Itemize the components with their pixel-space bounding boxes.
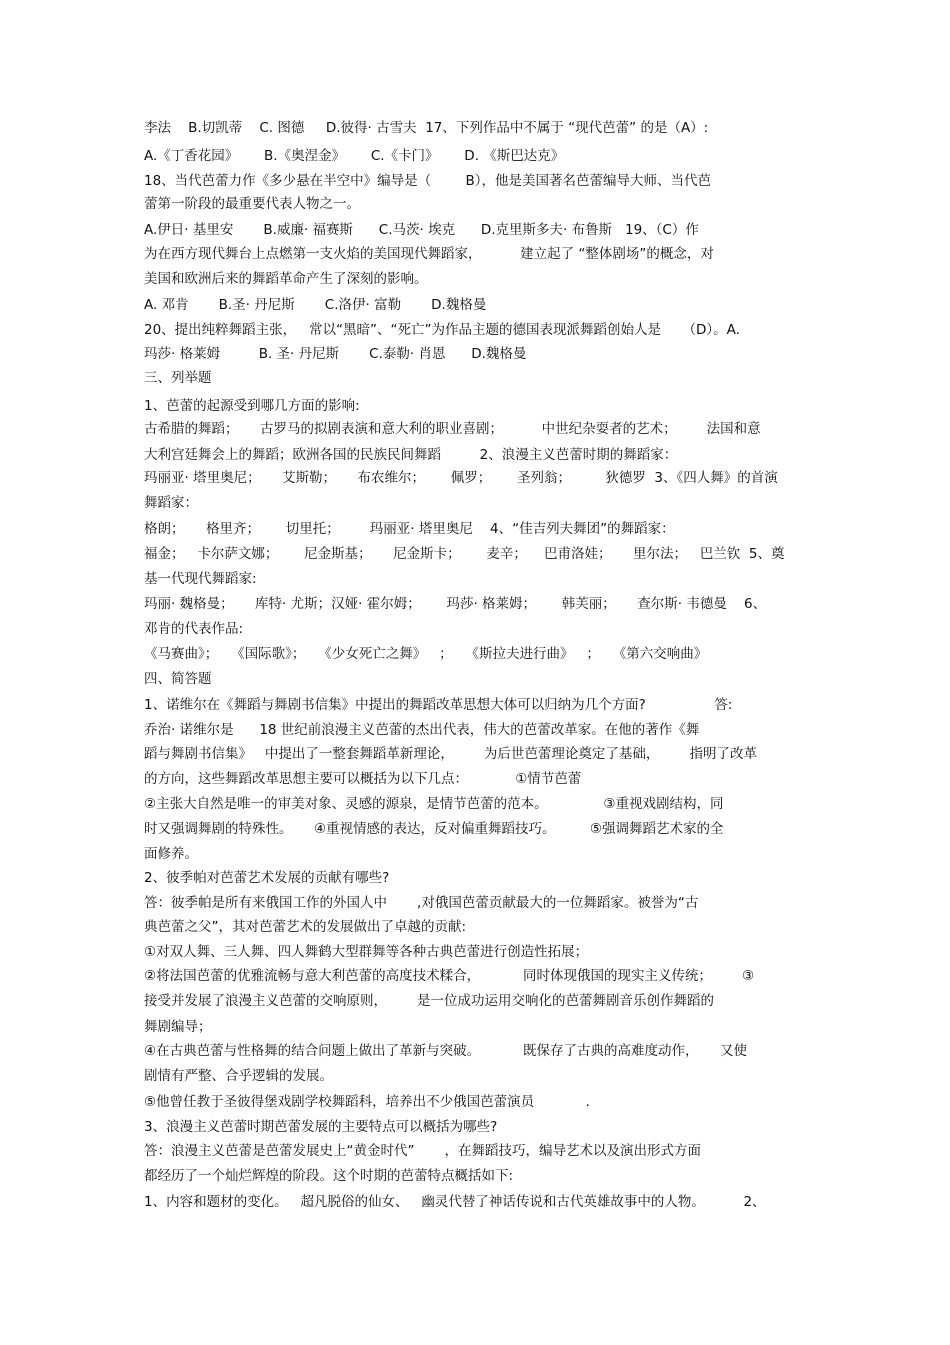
text-line: 美国和欧洲后来的舞蹈革命产生了深刻的影响。 xyxy=(144,271,428,287)
text-line: 玛莎· 格莱姆 B. 圣· 丹尼斯 C.泰勒· 肖恩 D.魏格曼 xyxy=(144,346,527,362)
text-line: 答：浪漫主义芭蕾是芭蕾发展史上“黄金时代” ，在舞蹈技巧，编导艺术以及演出形式方面 xyxy=(144,1143,702,1159)
text-line: 《马赛曲》； 《国际歌》； 《少女死亡之舞》 ； 《斯拉夫进行曲》 ； 《第六交响曲》 xyxy=(144,646,708,662)
text-line: 格朗； 格里齐； 切里托； 玛丽亚· 塔里奥尼 4、“佳吉列夫舞团”的舞蹈家： xyxy=(144,521,675,537)
text-line: A.《丁香花园》 B.《奥涅金》 C.《卡门》 D. 《斯巴达克》 xyxy=(144,148,565,164)
text-line: 古希腊的舞蹈； 古罗马的拟剧表演和意大利的职业喜剧； 中世纪杂耍者的艺术； 法国和意 xyxy=(144,421,761,437)
text-line: 舞蹈家： xyxy=(144,495,198,511)
text-line: 1、内容和题材的变化。 超凡脱俗的仙女、 幽灵代替了神话传说和古代英雄故事中的人物。 2、 xyxy=(144,1194,766,1210)
text-line: 乔治· 诺维尔是 18 世纪前浪漫主义芭蕾的杰出代表，伟大的芭蕾改革家。在他的著作《舞 xyxy=(144,722,700,738)
text-line: 典芭蕾之父”，其对芭蕾艺术的发展做出了卓越的贡献: xyxy=(144,919,467,935)
text-line: ⑤他曾任教于圣彼得堡戏剧学校舞蹈科，培养出不少俄国芭蕾演员 . xyxy=(144,1094,590,1110)
text-line: 面修养。 xyxy=(144,846,198,862)
text-line: ④在古典芭蕾与性格舞的结合问题上做出了革新与突破。 既保存了古典的高难度动作， 又使 xyxy=(144,1043,747,1059)
text-line: 玛丽· 魏格曼； 库特· 尤斯；汉娅· 霍尔姆； 玛莎· 格莱姆； 韩芙丽； 查尔斯· 韦德曼 6、 xyxy=(144,596,767,612)
text-line: 蕾第一阶段的最重要代表人物之一。 xyxy=(144,196,360,212)
text-line: 四、简答题 xyxy=(144,671,212,687)
text-line: ①对双人舞、三人舞、四人舞鹤大型群舞等各种古典芭蕾进行创造性拓展； xyxy=(144,944,589,960)
text-line: 接受并发展了浪漫主义芭蕾的交响原则， 是一位成功运用交响化的芭蕾舞剧音乐创作舞蹈的 xyxy=(144,993,715,1009)
text-line: 都经历了一个灿烂辉煌的阶段。这个时期的芭蕾特点概括如下: xyxy=(144,1168,514,1184)
text-line: 20、提出纯粹舞蹈主张， 常以“黑暗”、“死亡”为作品主题的德国表现派舞蹈创始人是 （D）。A. xyxy=(144,322,740,338)
text-line: 福金； 卡尔萨文娜； 尼金斯基； 尼金斯卡； 麦辛； 巴甫洛娃； 里尔法； 巴兰钦 5、奠 xyxy=(144,546,785,562)
text-line: 的方向，这些舞蹈改革思想主要可以概括为以下几点： ①情节芭蕾 xyxy=(144,771,582,787)
text-line: 2、彼季帕对芭蕾艺术发展的贡献有哪些? xyxy=(144,870,390,886)
text-line: 大利宫廷舞会上的舞蹈；欧洲各国的民族民间舞蹈 2、浪漫主义芭蕾时期的舞蹈家： xyxy=(144,447,678,463)
text-line: 邓肯的代表作品: xyxy=(144,621,244,637)
text-line: 时又强调舞剧的特殊性。 ④重视情感的表达，反对偏重舞蹈技巧。 ⑤强调舞蹈艺术家的全 xyxy=(144,821,724,837)
text-line: 为在西方现代舞台上点燃第一支火焰的美国现代舞蹈家， 建立起了 “整体剧场”的概念，对 xyxy=(144,246,714,262)
text-line: 李法 B.切凯蒂 C. 图德 D.彼得· 古雪夫 17、下列作品中不属于 “现代芭蕾” 的是（A）: xyxy=(144,120,709,136)
text-line: A.伊日· 基里安 B.威廉· 福赛斯 C.马茨· 埃克 D.克里斯多夫· 布鲁斯 19、（C）作 xyxy=(144,222,699,238)
text-line: A. 邓肯 B.圣· 丹尼斯 C.洛伊· 富勒 D.魏格曼 xyxy=(144,297,487,313)
text-line: 舞剧编导； xyxy=(144,1019,212,1035)
text-line: 剧情有严整、合乎逻辑的发展。 xyxy=(144,1068,333,1084)
text-line: 蹈与舞剧书信集》 中提出了一整套舞蹈革新理论， 为后世芭蕾理论奠定了基础， 指明了改革 xyxy=(144,746,757,762)
text-line: 1、诺维尔在《舞蹈与舞剧书信集》中提出的舞蹈改革思想大体可以归纳为几个方面? 答: xyxy=(144,697,733,713)
text-line: ②主张大自然是唯一的审美对象、灵感的源泉，是情节芭蕾的范本。 ③重视戏剧结构，同 xyxy=(144,796,724,812)
text-line: 答：彼季帕是所有来俄国工作的外国人中 ,对俄国芭蕾贡献最大的一位舞蹈家。被誉为“古 xyxy=(144,895,699,911)
text-line: ②将法国芭蕾的优雅流畅与意大利芭蕾的高度技术糅合， 同时体现俄国的现实主义传统； ③ xyxy=(144,968,755,984)
text-line: 1、芭蕾的起源受到哪几方面的影响: xyxy=(144,398,360,414)
text-line: 3、浪漫主义芭蕾时期芭蕾发展的主要特点可以概括为哪些? xyxy=(144,1119,498,1135)
text-line: 18、当代芭蕾力作《多少悬在半空中》编导是（ B），他是美国著名芭蕾编导大师、当代芭 xyxy=(144,173,712,189)
text-line: 三、列举题 xyxy=(144,370,212,386)
text-line: 玛丽亚· 塔里奥尼； 艾斯勒； 布农维尔； 佩罗； 圣列翁； 狄德罗 3、《四人舞》的首演 xyxy=(144,470,778,486)
text-line: 基一代现代舞蹈家: xyxy=(144,571,257,587)
